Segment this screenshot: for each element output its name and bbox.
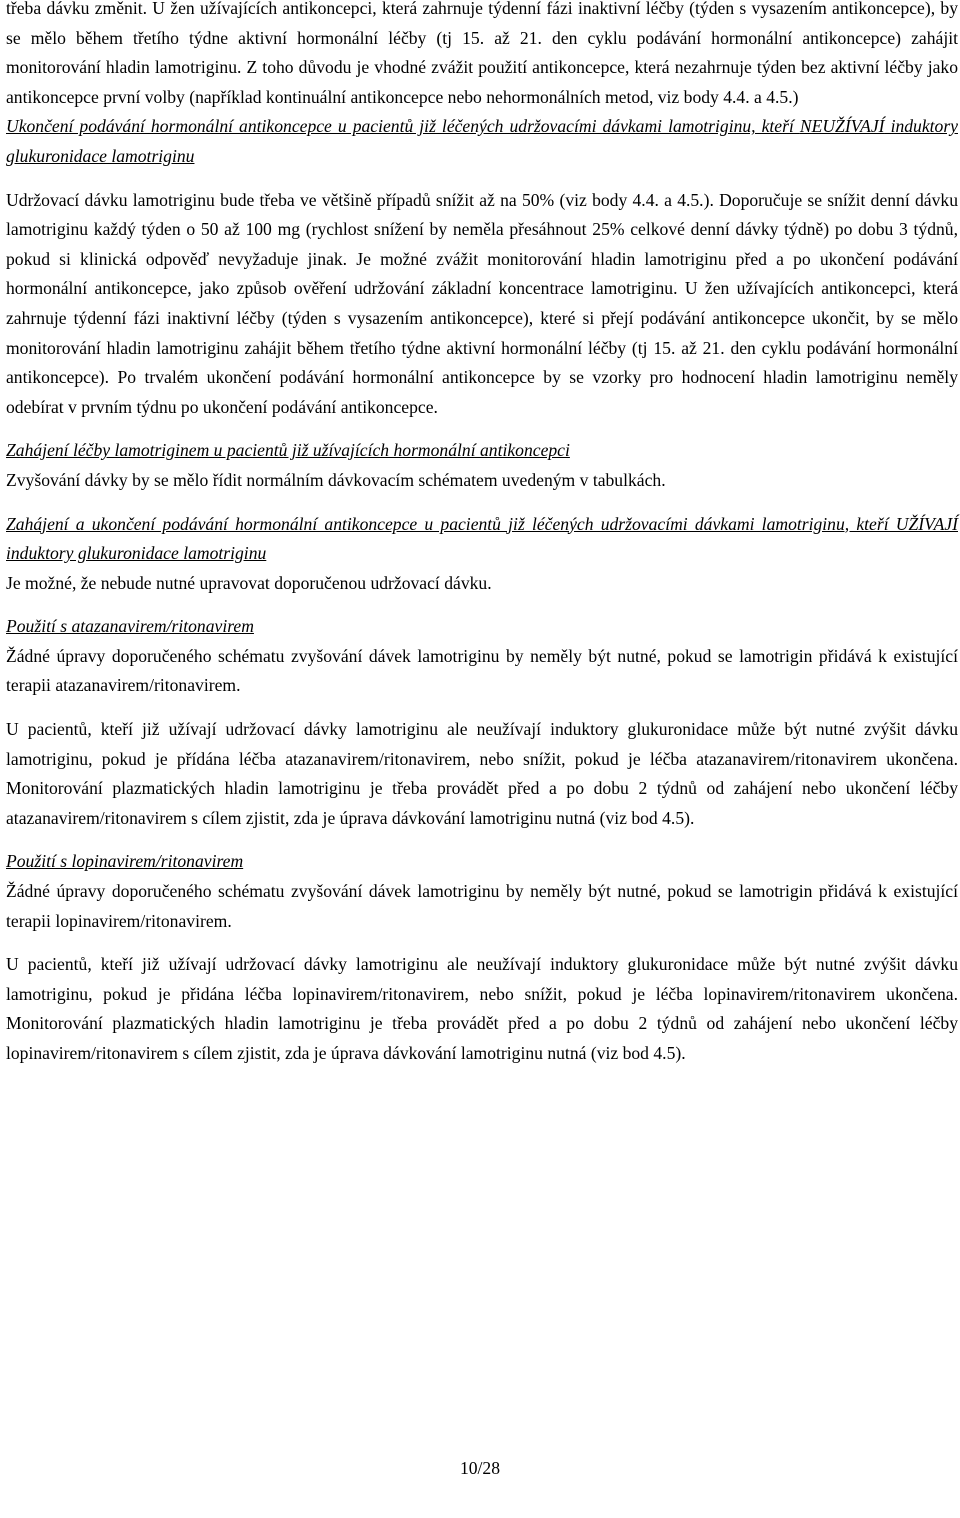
document-page (6, 0, 958, 1069)
section-atazanavir (6, 612, 958, 701)
subheading-part-2: induktory glukuronidace lamotriginu (6, 116, 958, 166)
subheading-start-lamotrigine: Zahájení léčby lamotriginem u pacientů již užívajících hormonální antikoncepci (6, 440, 570, 461)
section-start-lamotrigine (6, 436, 958, 495)
subheading-part-1: Ukončení podávání hormonální antikoncepce u pacientů již léčených udržovacími dávkami lamotriginu, kteří (6, 116, 800, 137)
subheading-inducers: Zahájení a ukončení podávání hormonální antikoncepce u pacientů již léčených udržovacími dávkami lamotriginu, kteří UŽÍVAJÍ induktory glukuronidace lamotriginu (6, 513, 958, 564)
subheading-lopinavir: Použití s lopinavirem/ritonavirem (6, 851, 244, 872)
subheading-stop-contraception-non-inducers (6, 112, 958, 171)
paragraph-atazanavir-maintenance: U pacientů, kteří již užívají udržovací dávky lamotriginu ale neužívají induktory glukuronidace může být nutné zvýšit dávku lamotriginu, pokud je přídána léčba atazanavirem/ritonavirem, nebo snížit, pokud je léčba atazanavirem/ritonavirem ukončena. Monitorování plazmatických hladin lamotriginu je třeba provádět před a po dobu 2 týdnů od zahájení nebo ukončení léčby atazanavirem/ritonavirem s cílem zjistit, zda je úprava dávkování lamotriginu nutná (viz bod 4.5). (6, 719, 958, 828)
page-number: 10/28 (459, 1458, 501, 1478)
paragraph-lopinavir-start: Žádné úpravy doporučeného schématu zvyšování dávek lamotriginu by neměly být nutné, pokud se lamotrigin přidává k existující terapii lopinavirem/ritonavirem. (6, 881, 958, 931)
section-inducers (6, 510, 958, 599)
paragraph-contraception-monitoring: třeba dávku změnit. U žen užívajících antikoncepci, která zahrnuje týdenní fázi inaktivní léčby (týden s vysazením antikoncepce), by se mělo během třetího týdne aktivní hormonální léčby (tj 15. až 21. den cyklu podávání hormonální antikoncepce) zahájit monitorování hladin lamotriginu. Z toho důvodu je vhodné zvážit použití antikoncepce, která nezahrnuje týden bez aktivní léčby jako antikoncepce první volby (například kontinuální antikoncepce nebo nehormonálních metod, viz body 4.4. a 4.5.) (6, 0, 958, 107)
subheading-emphasis: NEUŽÍVAJÍ (799, 116, 885, 137)
subheading-atazanavir: Použití s atazanavirem/ritonavirem (6, 616, 254, 637)
paragraph-start-lamotrigine: Zvyšování dávky by se mělo řídit normálním dávkovacím schématem uvedeným v tabulkách. (6, 469, 666, 490)
paragraph-inducers: Je možné, že nebude nutné upravovat doporučenou udržovací dávku. (6, 572, 492, 593)
section-lopinavir (6, 847, 958, 936)
paragraph-lopinavir-maintenance: U pacientů, kteří již užívají udržovací dávky lamotriginu ale neužívají induktory glukuronidace může být nutné zvýšit dávku lamotriginu, pokud je přidána léčba lopinavirem/ritonavirem, nebo snížit, pokud je léčba lopinavirem/ritonavirem ukončena. Monitorování plazmatických hladin lamotriginu je třeba provádět před a po dobu 2 týdnů od zahájení nebo ukončení léčby lopinavirem/ritonavirem s cílem zjistit, zda je úprava dávkování lamotriginu nutná (viz bod 4.5). (6, 954, 958, 1063)
paragraph-maintenance-dose-reduction: Udržovací dávku lamotriginu bude třeba ve většině případů snížit až na 50% (viz body 4.4. a 4.5.). Doporučuje se snížit denní dávku lamotriginu každý týden o 50 až 100 mg (rychlost snížení by neměla přesáhnout 25% celkové denní dávky týdně) po dobu 3 týdnů, pokud si klinická odpověď nevyžaduje jinak. Je možné zvážit monitorování hladin lamotriginu před a po ukončení podávání hormonální antikoncepce, jako způsob ověření udržování základní koncentrace lamotriginu. U žen užívajících antikoncepci, která zahrnuje týdenní fázi inaktivní léčby (týden s vysazením antikoncepce), které si přejí podávání antikoncepce ukončit, by se mělo monitorování hladin lamotriginu zahájit během třetího týdne aktivní hormonální léčby (tj 15. až 21. den cyklu podávání hormonální antikoncepce). Po trvalém ukončení podávání hormonální antikoncepce by se vzorky pro hodnocení hladin lamotriginu neměly odebírat v prvním týdnu po ukončení podávání antikoncepce. (6, 189, 958, 417)
paragraph-atazanavir-start: Žádné úpravy doporučeného schématu zvyšování dávek lamotriginu by neměly být nutné, pokud se lamotrigin přidává k existující terapii atazanavirem/ritonavirem. (6, 645, 958, 696)
